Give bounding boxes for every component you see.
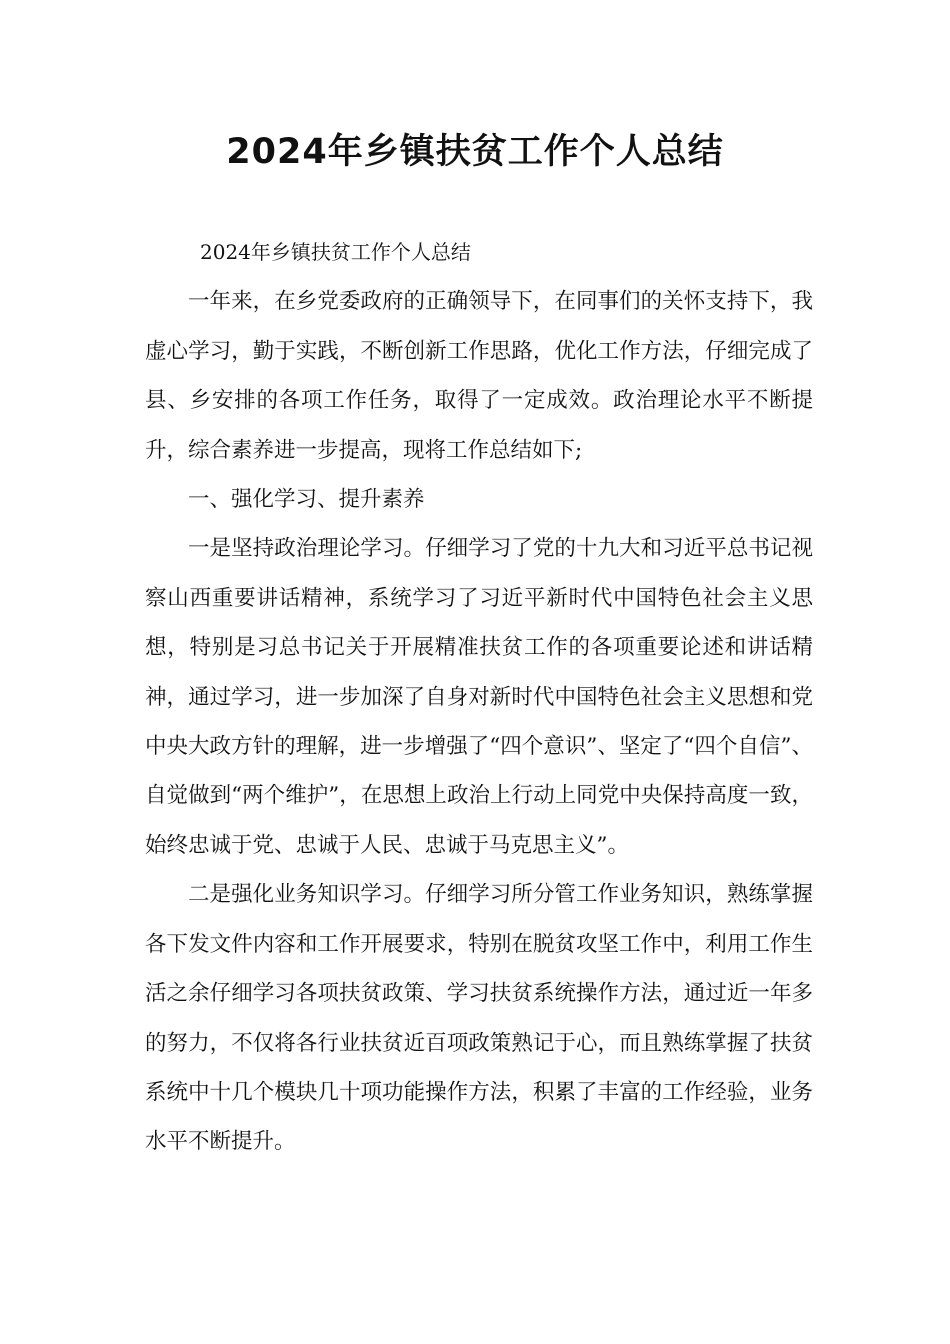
section-heading-1: 一、强化学习、提升素养 [188, 487, 425, 513]
paragraph-business-study: 二是强化业务知识学习。仔细学习所分管工作业务知识，熟练掌握各下发文件内容和工作开展要求，特别在脱贫攻坚工作中，利用工作生活之余仔细学习各项扶贫政策、学习扶贫系统操作方法，通过近一年多的努力，不仅将各行业扶贫近百项政策熟记于心，而且熟练掌握了扶贫系统中十几个模块几十项功能操作方法，积累了丰富的工作经验，业务水平不断提升。 [145, 882, 813, 1155]
paragraph-political-study: 一是坚持政治理论学习。仔细学习了党的十九大和习近平总书记视察山西重要讲话精神，系统学习了习近平新时代中国特色社会主义思想，特别是习总书记关于开展精准扶贫工作的各项重要论述和讲话精神，通过学习，进一步加深了自身对新时代中国特色社会主义思想和党中央大政方针的理解，进一步增强了“四个意识”、坚定了“四个自信”、自觉做到“两个维护”，在思想上政治上行动上同党中央保持高度一致，始终忠诚于党、忠诚于人民、忠诚于马克思主义”。 [145, 536, 813, 858]
paragraph-intro: 一年来，在乡党委政府的正确领导下，在同事们的关怀支持下，我虚心学习，勤于实践，不断创新工作思路，优化工作方法，仔细完成了县、乡安排的各项工作任务，取得了一定成效。政治理论水平不断提升，综合素养进一步提高，现将工作总结如下; [145, 289, 813, 463]
document-subtitle: 2024年乡镇扶贫工作个人总结 [200, 240, 471, 264]
document-title: 2024年乡镇扶贫工作个人总结 [226, 132, 724, 172]
document-body [145, 228, 813, 1167]
